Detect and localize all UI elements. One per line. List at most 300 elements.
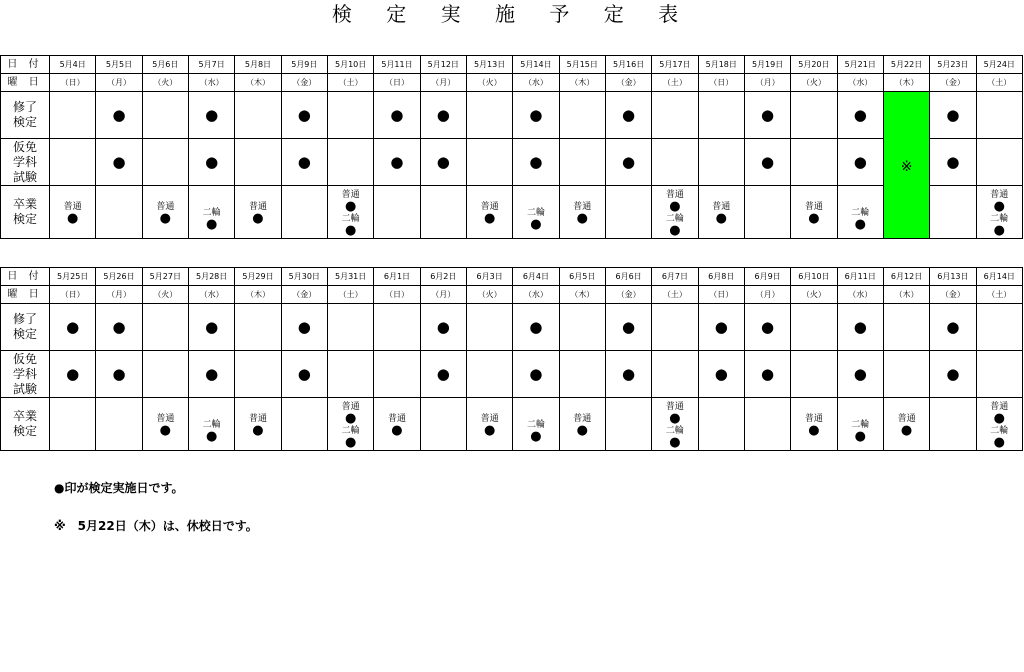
weekday-cell: （金） [605,74,651,92]
exam-dot: ● [715,210,727,226]
exam-dot: ● [808,210,820,226]
sotsugyo-cell [235,398,281,451]
exam-type-label: 普通 [341,189,360,200]
karimen-cell [976,139,1022,186]
weekday-cell: （水） [188,286,234,304]
exam-dot: ● [436,365,450,383]
karimen-cell [96,139,142,186]
date-cell: 5月6日 [142,56,188,74]
weekday-cell: （土） [652,74,698,92]
sotsugyo-cell [559,186,605,239]
weekday-cell: （水） [837,286,883,304]
date-cell: 5月17日 [652,56,698,74]
exam-type-label: 二輪 [526,419,545,430]
sotsugyo-label: 卒業 検定 [1,398,50,451]
weekday-cell: （水） [837,74,883,92]
weekday-cell: （水） [188,74,234,92]
weekday-cell: （木） [235,74,281,92]
weekday-cell: （日） [374,286,420,304]
date-cell: 6月12日 [883,268,929,286]
date-cell: 6月2日 [420,268,466,286]
karimen-cell [559,139,605,186]
sotsugyo-cell [188,186,234,239]
exam-dot: ● [853,318,867,336]
date-cell: 5月28日 [188,268,234,286]
sotsugyo-content [884,412,929,437]
karimen-cell [791,351,837,398]
sotsugyo-cell [374,398,420,451]
karimen-cell [327,351,373,398]
karimen-cell [327,139,373,186]
exam-dot: ● [761,365,775,383]
exam-type-label: 二輪 [851,207,870,218]
sotsugyo-content [652,188,697,237]
exam-type-label: 普通 [665,189,684,200]
sotsugyo-content [977,188,1022,237]
date-cell: 6月3日 [466,268,512,286]
exam-dot: ● [622,106,636,124]
exam-dot: ● [993,222,1005,238]
exam-dot: ● [529,106,543,124]
weekday-cell: （木） [559,74,605,92]
date-cell: 6月14日 [976,268,1022,286]
exam-dot: ● [761,153,775,171]
exam-dot: ● [297,153,311,171]
shuryo-cell [466,304,512,351]
karimen-cell [50,139,96,186]
sotsugyo-content [374,212,419,213]
karimen-cell [513,139,559,186]
sotsugyo-cell [930,398,976,451]
sotsugyo-cell [281,398,327,451]
weekday-cell: （月） [96,286,142,304]
karimen-cell [930,139,976,186]
sotsugyo-cell [96,186,142,239]
sotsugyo-content [560,412,605,437]
weekday-cell: （金） [281,286,327,304]
sotsugyo-content [96,424,141,425]
date-cell: 5月19日 [744,56,790,74]
shuryo-cell [513,92,559,139]
sotsugyo-content [699,200,744,225]
date-cell: 6月4日 [513,268,559,286]
exam-type-label: 普通 [712,201,731,212]
karimen-cell [559,351,605,398]
shuryo-cell [605,304,651,351]
karimen-cell [420,139,466,186]
exam-type-label: 二輪 [202,207,221,218]
date-label: 日 付 [1,56,50,74]
karimen-cell [142,351,188,398]
karimen-cell [50,351,96,398]
exam-dot: ● [993,198,1005,214]
exam-type-label: 普通 [573,201,592,212]
weekday-cell: （火） [791,286,837,304]
sotsugyo-content [791,412,836,437]
exam-type-label: 二輪 [990,213,1009,224]
shuryo-cell [466,92,512,139]
exam-dot: ● [483,422,496,438]
shuryo-cell [327,92,373,139]
karimen-cell [744,139,790,186]
shuryo-cell [420,92,466,139]
sotsugyo-content [652,400,697,449]
exam-dot: ● [853,365,867,383]
exam-dot: ● [252,422,264,438]
schedule-table-june [0,267,1023,451]
shuryo-cell [374,92,420,139]
sotsugyo-cell [466,398,512,451]
sotsugyo-cell [96,398,142,451]
date-cell: 5月16日 [605,56,651,74]
date-cell: 5月25日 [50,268,96,286]
shuryo-cell [96,92,142,139]
shuryo-cell [976,92,1022,139]
exam-type-label: 普通 [480,201,499,212]
karimen-cell [188,139,234,186]
weekday-cell: （金） [605,286,651,304]
shuryo-cell [791,92,837,139]
weekday-cell: （木） [883,74,929,92]
date-cell: 5月8日 [235,56,281,74]
karimen-cell [235,351,281,398]
karimen-cell [837,139,883,186]
date-cell: 5月29日 [235,268,281,286]
shuryo-cell [605,92,651,139]
exam-type-label: 普通 [804,201,823,212]
sotsugyo-cell [744,186,790,239]
shuryo-cell [652,304,698,351]
shuryo-cell [281,92,327,139]
weekday-cell: （月） [420,74,466,92]
exam-type-label: 普通 [990,189,1009,200]
date-cell: 5月12日 [420,56,466,74]
exam-dot: ● [622,365,636,383]
sotsugyo-content [513,194,558,231]
sotsugyo-cell [559,398,605,451]
sotsugyo-cell [327,398,373,451]
date-cell: 5月21日 [837,56,883,74]
exam-dot: ● [993,410,1005,426]
exam-type-label [189,195,234,207]
sotsugyo-cell [791,398,837,451]
karimen-cell [281,351,327,398]
weekday-cell: （水） [513,74,559,92]
shuryo-cell [420,304,466,351]
exam-dot: ● [205,106,219,124]
exam-dot: ● [529,365,543,383]
sotsugyo-content [977,400,1022,449]
exam-dot: ● [946,153,960,171]
shuryo-cell [96,304,142,351]
weekday-cell: （月） [744,286,790,304]
note-dot-legend: ●印が検定実施日です。 [54,481,184,495]
exam-dot: ● [390,106,404,124]
weekday-cell: （月） [96,74,142,92]
sotsugyo-cell [698,186,744,239]
shuryo-cell [883,304,929,351]
sotsugyo-content [189,194,234,231]
sotsugyo-cell [652,398,698,451]
sotsugyo-cell [930,186,976,239]
weekday-cell: （土） [976,74,1022,92]
exam-type-label: 普通 [156,413,175,424]
sotsugyo-content [282,424,327,425]
exam-dot: ● [66,318,80,336]
weekday-cell: （火） [466,74,512,92]
shuryo-cell [698,304,744,351]
sotsugyo-cell [605,398,651,451]
date-cell: 6月10日 [791,268,837,286]
exam-dot: ● [854,216,866,232]
sotsugyo-content [189,406,234,443]
shuryo-cell [930,304,976,351]
exam-type-label [838,407,883,419]
exam-type-label: 普通 [665,401,684,412]
sotsugyo-content [374,412,419,437]
weekday-cell: （木） [883,286,929,304]
karimen-label: 仮免 学科 試験 [1,139,50,186]
shuryo-cell [744,304,790,351]
sotsugyo-content [560,200,605,225]
exam-type-label: 普通 [804,413,823,424]
exam-dot: ● [112,318,126,336]
date-cell: 6月5日 [559,268,605,286]
weekday-cell: （火） [142,286,188,304]
shuryo-cell [327,304,373,351]
karimen-cell [374,139,420,186]
exam-dot: ● [669,222,681,238]
sotsugyo-cell [420,398,466,451]
exam-dot: ● [714,365,728,383]
date-cell: 5月10日 [327,56,373,74]
shuryo-label: 修了 検定 [1,304,50,351]
weekday-cell: （日） [698,286,744,304]
exam-dot: ● [529,153,543,171]
date-cell: 5月23日 [930,56,976,74]
date-cell: 5月5日 [96,56,142,74]
shuryo-cell [50,304,96,351]
karimen-cell [188,351,234,398]
date-row [1,268,1023,286]
exam-type-label: 二輪 [341,213,360,224]
shuryo-cell [976,304,1022,351]
shuryo-cell [837,92,883,139]
weekday-cell: （木） [235,286,281,304]
sotsugyo-cell [374,186,420,239]
karimen-cell [883,351,929,398]
sotsugyo-cell [976,398,1022,451]
sotsugyo-label: 卒業 検定 [1,186,50,239]
date-cell: 6月7日 [652,268,698,286]
exam-dot: ● [159,422,171,438]
date-label: 日 付 [1,268,50,286]
exam-dot: ● [853,153,867,171]
exam-dot: ● [436,153,450,171]
date-cell: 6月9日 [744,268,790,286]
sotsugyo-cell [513,398,559,451]
exam-type-label: 二輪 [341,425,360,436]
sotsugyo-content [421,212,466,213]
date-cell: 6月6日 [605,268,651,286]
shuryo-cell [374,304,420,351]
sotsugyo-cell [466,186,512,239]
exam-type-label: 普通 [248,413,267,424]
exam-dot: ● [436,106,450,124]
exam-type-label [838,195,883,207]
sotsugyo-row [1,186,1023,239]
date-cell: 6月8日 [698,268,744,286]
sotsugyo-cell [188,398,234,451]
karimen-row [1,351,1023,398]
exam-type-label: 二輪 [851,419,870,430]
sotsugyo-cell [744,398,790,451]
exam-dot: ● [297,365,311,383]
sotsugyo-content [513,406,558,443]
karimen-cell [698,139,744,186]
karimen-label: 仮免 学科 試験 [1,351,50,398]
weekday-cell: （火） [142,74,188,92]
karimen-cell [374,351,420,398]
karimen-cell [976,351,1022,398]
sotsugyo-content [235,412,280,437]
exam-type-label: 普通 [63,201,82,212]
sotsugyo-content [143,412,188,437]
exam-dot: ● [946,106,960,124]
exam-dot: ● [205,153,219,171]
date-cell: 5月9日 [281,56,327,74]
exam-dot: ● [622,318,636,336]
exam-dot: ● [252,210,264,226]
karimen-cell [698,351,744,398]
shuryo-cell [50,92,96,139]
karimen-cell [96,351,142,398]
date-cell: 5月22日 [883,56,929,74]
exam-dot: ● [297,318,311,336]
weekday-cell: （火） [791,74,837,92]
exam-dot: ● [761,318,775,336]
exam-dot: ● [297,106,311,124]
exam-type-label: 普通 [573,413,592,424]
exam-dot: ● [530,428,542,444]
sotsugyo-cell [652,186,698,239]
exam-dot: ● [112,153,126,171]
exam-dot: ● [669,434,681,450]
exam-dot: ● [622,153,636,171]
date-cell: 5月26日 [96,268,142,286]
weekday-row [1,74,1023,92]
date-cell: 5月30日 [281,268,327,286]
weekday-cell: （火） [466,286,512,304]
weekday-cell: （土） [327,286,373,304]
sotsugyo-content [745,424,790,425]
exam-dot: ● [390,153,404,171]
weekday-cell: （月） [744,74,790,92]
karimen-cell [605,139,651,186]
exam-type-label: 二輪 [990,425,1009,436]
karimen-cell [744,351,790,398]
exam-dot: ● [946,318,960,336]
exam-dot: ● [159,210,171,226]
shuryo-cell [188,92,234,139]
sotsugyo-content [421,424,466,425]
weekday-cell: （土） [652,286,698,304]
karimen-cell [513,351,559,398]
sotsugyo-cell [837,186,883,239]
exam-dot: ● [669,198,681,214]
weekday-cell: （土） [327,74,373,92]
shuryo-cell [652,92,698,139]
shuryo-cell [188,304,234,351]
exam-dot: ● [205,365,219,383]
shuryo-cell [559,92,605,139]
weekday-cell: （月） [420,286,466,304]
shuryo-cell [837,304,883,351]
exam-dot: ● [946,365,960,383]
sotsugyo-content [791,200,836,225]
sotsugyo-content [282,212,327,213]
sotsugyo-content [606,212,651,213]
weekday-cell: （日） [50,74,96,92]
sotsugyo-content [838,406,883,443]
sotsugyo-content [930,424,975,425]
karimen-cell [420,351,466,398]
exam-type-label: 普通 [156,201,175,212]
sotsugyo-content [745,212,790,213]
exam-dot: ● [391,422,403,438]
weekday-label: 曜 日 [1,74,50,92]
sotsugyo-cell [420,186,466,239]
exam-type-label: 普通 [897,413,916,424]
sotsugyo-content [467,412,512,437]
weekday-cell: （金） [930,286,976,304]
exam-type-label: 二輪 [526,207,545,218]
weekday-cell: （日） [698,74,744,92]
date-cell: 6月11日 [837,268,883,286]
sotsugyo-content [930,212,975,213]
date-cell: 6月13日 [930,268,976,286]
exam-dot: ● [714,318,728,336]
sotsugyo-content [143,200,188,225]
weekday-cell: （水） [513,286,559,304]
note-holiday: ※ 5月22日（木）は、休校日です。 [54,519,258,533]
date-cell: 5月7日 [188,56,234,74]
date-cell: 5月27日 [142,268,188,286]
date-cell: 6月1日 [374,268,420,286]
holiday-mark: ※ [900,158,913,175]
holiday-cell [883,92,929,239]
exam-dot: ● [205,428,218,444]
sotsugyo-cell [698,398,744,451]
sotsugyo-content [328,400,373,449]
sotsugyo-content [838,194,883,231]
date-cell: 5月15日 [559,56,605,74]
karimen-cell [837,351,883,398]
sotsugyo-cell [142,186,188,239]
date-cell: 5月31日 [327,268,373,286]
exam-dot: ● [576,210,588,226]
date-cell: 5月20日 [791,56,837,74]
exam-type-label: 普通 [387,413,406,424]
date-cell: 5月14日 [513,56,559,74]
exam-type-label: 普通 [480,413,499,424]
shuryo-cell [559,304,605,351]
shuryo-cell [791,304,837,351]
exam-type-label: 二輪 [665,213,684,224]
karimen-cell [652,139,698,186]
exam-dot: ● [344,222,357,238]
shuryo-row [1,304,1023,351]
